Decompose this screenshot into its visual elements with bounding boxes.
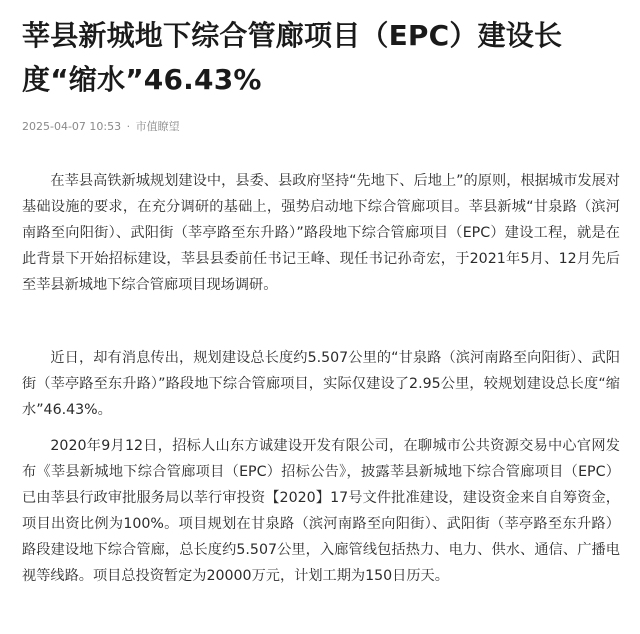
meta-separator: · [126,120,131,133]
source-link[interactable]: 市值瞭望 [135,120,180,133]
publish-date: 2025-04-07 10:53 [22,120,122,133]
paragraph-3: 2020年9月12日，招标人山东方诚建设开发有限公司，在聊城市公共资源交易中心官网发布《莘县新城地下综合管廊项目（EPC）招标公告》，披露莘县新城地下综合管廊项目（EPC）已由莘县行政审批服务局以莘行审投资【2020】17号文件批准建设，建设资金来自自筹资金，项目出资比例为100%。项目规划在甘泉路（滨河南路至向阳街）、武阳街（莘亭路至东升路）路段建设地下综合管廊，总长度约5.507公里，入廊管线包括热力、电力、供水、通信、广播电视等线路。项目总投资暂定为20000万元，计划工期为150日历天。 [22,438,620,584]
paragraph-2: 近日，却有消息传出，规划建设总长度约5.507公里的“甘泉路（滨河南路至向阳街）、武阳街（莘亭路至东升路）”路段地下综合管廊项目，实际仅建设了2.95公里，较规划建设总长度“缩水”46.43%。 [22,350,620,418]
article-meta [22,120,180,134]
paragraph-1: 在莘县高铁新城规划建设中，县委、县政府坚持“先地下、后地上”的原则，根据城市发展对基础设施的要求，在充分调研的基础上，强势启动地下综合管廊项目。莘县新城“甘泉路（滨河南路至向阳街）、武阳街（莘亭路至东升路）”路段地下综合管廊项目（EPC）建设工程，就是在此背景下开始招标建设，莘县县委前任书记王峰、现任书记孙奇宏，于2021年5月、12月先后至莘县新城地下综合管廊项目现场调研。 [22,173,620,293]
article-title: 莘县新城地下综合管廊项目（EPC）建设长度“缩水”46.43% [22,19,563,96]
